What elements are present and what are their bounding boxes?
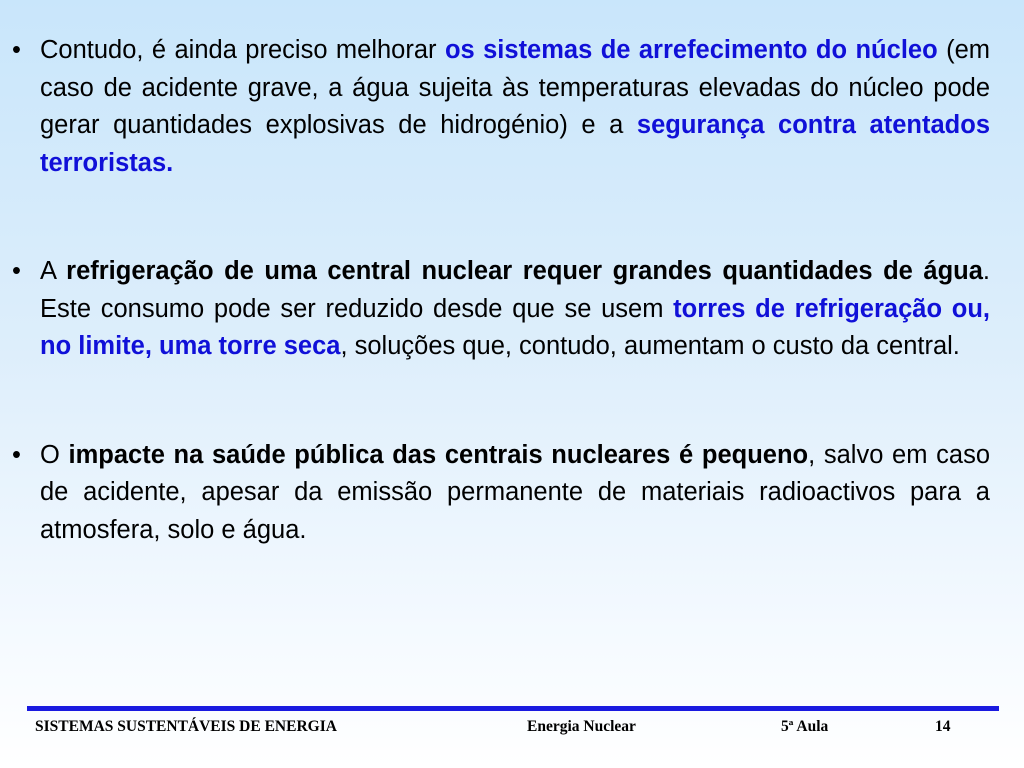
emphasis-water-quantities: refrigeração de uma central nuclear requer grandes quantidades de água xyxy=(66,257,983,285)
bullet-marker: • xyxy=(12,257,21,285)
bullet-cooling-security xyxy=(10,32,990,182)
emphasis-health-impact: impacte na saúde pública das centrais nucleares é pequeno xyxy=(68,440,809,469)
bullet-list xyxy=(10,32,990,549)
bullet-text: A xyxy=(40,257,67,285)
bullet-text: . Este consumo pode ser reduzido desde que se usem xyxy=(40,257,990,323)
bullet-text: Contudo, é ainda preciso melhorar xyxy=(40,36,445,64)
footer-topic: Energia Nuclear xyxy=(527,718,636,735)
footer xyxy=(0,718,1024,740)
bullet-marker: • xyxy=(12,36,21,64)
bullet-text: , soluções que, contudo, aumentam o custo da central. xyxy=(340,332,960,360)
bullet-water-refrigeration xyxy=(10,253,990,366)
highlight-core-cooling: os sistemas de arrefecimento do núcleo xyxy=(444,36,938,64)
footer-course-title: SISTEMAS SUSTENTÁVEIS DE ENERGIA xyxy=(35,718,337,735)
footer-lesson: 5ª Aula xyxy=(781,718,829,735)
bullet-public-health xyxy=(10,437,990,550)
highlight-terrorism-security: segurança contra atentados terroristas. xyxy=(40,111,990,177)
bullet-text: O xyxy=(40,440,69,469)
bullet-marker: • xyxy=(12,440,21,469)
bullet-text: (em caso de acidente grave, a água sujeita às temperaturas elevadas do núcleo pode gerar quantidades explosivas de hidrogénio) e a xyxy=(40,36,990,139)
footer-page-number: 14 xyxy=(935,718,951,735)
highlight-cooling-towers: torres de refrigeração ou, no limite, uma torre seca xyxy=(40,294,990,360)
bullet-text: , salvo em caso de acidente, apesar da emissão permanente de materiais radioactivos para a atmosfera, solo e água. xyxy=(40,440,991,544)
footer-divider xyxy=(27,706,999,711)
